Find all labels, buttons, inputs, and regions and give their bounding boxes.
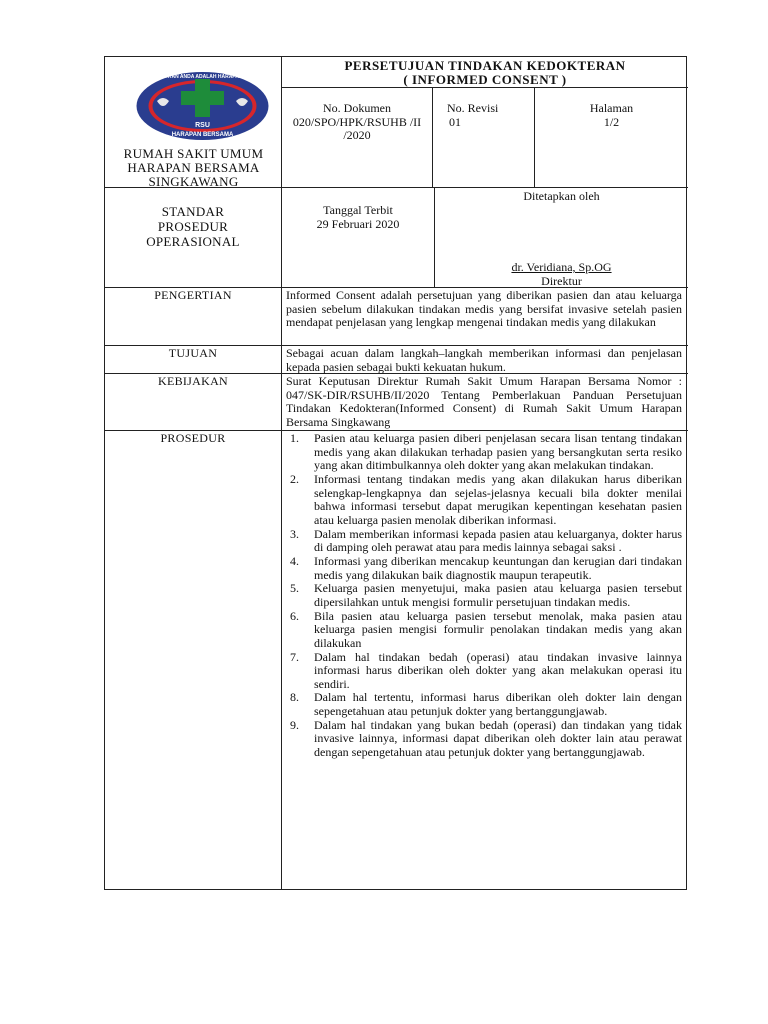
pengertian-text: Informed Consent adalah persetujuan yang diberikan pasien dan atau keluarga pasien sebelum dilakukan tindakan medis yang bersifat invasive setelah pasien mendapat penjelasan yang lengkap mengenai tindakan medis yang dilakukan (286, 288, 682, 330)
prosedur-steps (286, 432, 682, 760)
pengertian-content-cell (282, 288, 688, 346)
spo-label: STANDAR PROSEDUR OPERASIONAL (146, 204, 240, 249)
sop-document (104, 56, 687, 890)
approver-name: dr. Veridiana, Sp.OG (511, 260, 612, 274)
doc-number-value: 020/SPO/HPK/RSUHB /II /2020 (292, 114, 422, 143)
logo-arc-text: KESEHATAN ANDA ADALAH HARAPAN KAMI (148, 74, 257, 80)
tujuan-text: Sebagai acuan dalam langkah–langkah memberikan informasi dan penjelasan kepada pasien sebagai bukti kekuatan hukum. (286, 346, 682, 374)
list-item: 3. Dalam memberikan informasi kepada pasien atau keluarganya, dokter harus di damping oleh perawat atau para medis lainnya sebagai saksi . (290, 526, 682, 555)
document-title-cell (282, 57, 688, 88)
list-item: 9. Dalam hal tindakan yang bukan bedah (operasi) dan tindakan yang tidak invasive lainnya, informasi dapat diberikan oleh dokter lain atau perawat dengan sepengetahuan atau petunjuk dokter yang bertanggungjawab. (290, 717, 682, 760)
page-label: Halaman (589, 101, 634, 115)
issue-date-value: 29 Februari 2020 (316, 216, 400, 231)
approved-by-label: Ditetapkan oleh (523, 189, 600, 203)
approver-title: Direktur (541, 274, 582, 288)
tujuan-label: TUJUAN (168, 346, 218, 360)
kebijakan-label: KEBIJAKAN (157, 374, 229, 388)
prosedur-label: PROSEDUR (160, 431, 226, 445)
list-item: 6. Bila pasien atau keluarga pasien tersebut menolak, maka pasien atau keluarga pasien mengisi formulir penolakan tindakan medis yang akan dilakukan (290, 608, 682, 650)
page-value: 1/2 (603, 114, 620, 129)
revision-value: 01 (449, 114, 461, 129)
list-item: 2. Informasi tentang tindakan medis yang akan dilakukan harus diberikan selengkap-lengkapnya dan sejelas-jelasnya kecuali bila dokter menilai bahwa informasi tersebut dapat merugikan kepentingan kesehatan pasien atau keluarga pasien menolak diberikan informasi. (290, 471, 682, 527)
list-item: 1. Pasien atau keluarga pasien diberi penjelasan secara lisan tentang tindakan medis yang akan dilakukan terhadap pasien yang bersangkutan serta resiko yang akan ditimbulkannya oleh dokter yang akan melakukan tindakan. (290, 431, 682, 473)
hospital-identity-cell (105, 57, 282, 188)
kebijakan-label-cell (105, 374, 282, 431)
prosedur-content-cell (282, 431, 688, 889)
revision-label: No. Revisi (447, 101, 499, 115)
list-item: 5. Keluarga pasien menyetujui, maka pasien atau keluarga pasien tersebut dipersilahkan untuk mengisi formulir persetujuan tindakan medis. (290, 581, 682, 609)
document-subtitle: ( INFORMED CONSENT ) (403, 72, 567, 87)
spo-label-cell (105, 188, 282, 288)
doc-number-cell (282, 88, 433, 188)
list-item: 4. Informasi yang diberikan mencakup keuntungan dan kerugian dari tindakan medis yang dilakukan baik diagnostik maupun terapeutik. (290, 553, 682, 582)
pengertian-label-cell (105, 288, 282, 346)
issue-date-cell (282, 188, 435, 288)
page-cell (535, 88, 688, 188)
doc-number-label: No. Dokumen (323, 101, 391, 115)
issue-date-label: Tanggal Terbit (323, 203, 393, 217)
tujuan-label-cell (105, 346, 282, 374)
revision-cell (433, 88, 535, 188)
list-item: 7. Dalam hal tindakan bedah (operasi) atau tindakan invasive lainnya informasi harus diberikan oleh dokter yang akan melakukan operasi itu sendiri. (290, 649, 682, 691)
prosedur-label-cell (105, 431, 282, 889)
approval-cell (435, 188, 688, 288)
hospital-name: RUMAH SAKIT UMUM HARAPAN BERSAMA SINGKAWANG (123, 146, 264, 189)
kebijakan-text: Surat Keputusan Direktur Rumah Sakit Umum Harapan Bersama Nomor : 047/SK-DIR/RSUHB/II/2020 Tentang Pemberlakuan Panduan Persetujuan Tindakan Kedokteran(Informed Consent) di Rumah Sakit Umum Harapan Bersama Singkawang (286, 374, 682, 429)
pengertian-label: PENGERTIAN (154, 288, 232, 302)
hospital-logo (135, 71, 270, 141)
document-title: PERSETUJUAN TINDAKAN KEDOKTERAN (344, 58, 626, 73)
logo-center-text: RSU (195, 122, 210, 129)
tujuan-content-cell (282, 346, 688, 374)
logo-bottom-text: HARAPAN BERSAMA (171, 132, 234, 138)
kebijakan-content-cell (282, 374, 688, 431)
list-item: 8. Dalam hal tertentu, informasi harus diberikan oleh dokter lain dengan sepengetahuan atau petunjuk dokter yang bertanggungjawab. (290, 690, 682, 719)
